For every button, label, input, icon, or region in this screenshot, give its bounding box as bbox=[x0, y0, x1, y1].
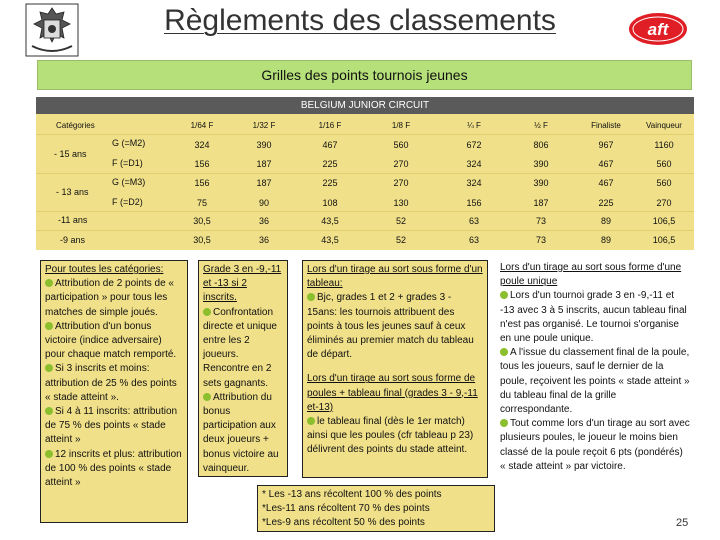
bullet-icon bbox=[203, 308, 211, 316]
table-cell: 187 bbox=[533, 198, 549, 208]
notes-box-draw bbox=[302, 260, 488, 478]
column-header: ½ F bbox=[534, 121, 548, 130]
table-cell: 43,5 bbox=[321, 235, 339, 245]
table-cell: 270 bbox=[393, 159, 409, 169]
table-cell: 467 bbox=[322, 140, 338, 150]
page-number: 25 bbox=[676, 517, 689, 529]
box2-item: Confrontation directe et unique entre les 2 joueurs. Rencontre en 2 sets gagnants. bbox=[203, 306, 277, 389]
bullet-icon bbox=[45, 450, 53, 458]
table-cell: 225 bbox=[598, 198, 614, 208]
bullet-icon bbox=[500, 348, 508, 356]
box5-item: A l'issue du classement final de la poule, tous les joueurs, sauf le dernier de la poule, reçoivent les points « stade atteint » du tableau final de la grille correspondante. bbox=[500, 347, 690, 416]
subcategory-label: G (=M3) bbox=[112, 177, 146, 187]
table-cell: 130 bbox=[393, 198, 409, 208]
table-cell: 73 bbox=[535, 216, 546, 226]
table-cell: 324 bbox=[466, 178, 482, 188]
table-cell: 390 bbox=[533, 159, 549, 169]
table-cell: 467 bbox=[598, 178, 614, 188]
percentage-line: *Les-9 ans récoltent 50 % des points bbox=[262, 517, 425, 528]
category-label-13: - 13 ans bbox=[56, 187, 89, 197]
table-cell: 36 bbox=[258, 235, 269, 245]
table-cell: 63 bbox=[468, 235, 479, 245]
column-header: Vainqueur bbox=[646, 121, 682, 130]
table-cell: 560 bbox=[393, 140, 409, 150]
table-cell: 75 bbox=[196, 198, 207, 208]
table-cell: 43,5 bbox=[321, 216, 339, 226]
bullet-icon bbox=[45, 364, 53, 372]
box1-title: Pour toutes les catégories: bbox=[45, 264, 164, 275]
notes-box-all-categories bbox=[40, 260, 188, 523]
column-header: 1/16 F bbox=[318, 121, 342, 130]
subcategory-label: F (=D2) bbox=[112, 197, 143, 207]
box2-title: Grade 3 en -9,-11 et -13 si 2 inscrits. bbox=[203, 264, 282, 304]
notes-box-percentages bbox=[257, 485, 495, 532]
box1-item: Si 3 inscrits et moins: attribution de 25 % des points « stade atteint ». bbox=[45, 363, 177, 403]
column-header: 1/8 F bbox=[391, 121, 411, 130]
box5-title: Lors d'un tirage au sort sous forme d'une poule unique bbox=[500, 262, 682, 288]
column-header: ¼ F bbox=[467, 121, 481, 130]
category-label-15: - 15 ans bbox=[54, 149, 87, 159]
table-cell: 324 bbox=[194, 140, 210, 150]
table-cell: 467 bbox=[598, 159, 614, 169]
bullet-icon bbox=[203, 393, 211, 401]
table-cell: 156 bbox=[194, 159, 210, 169]
table-cell: 390 bbox=[256, 140, 272, 150]
category-header: Catégories bbox=[56, 121, 95, 130]
table-cell: 73 bbox=[535, 235, 546, 245]
bullet-icon bbox=[500, 291, 508, 299]
notes-box-grade3 bbox=[198, 260, 288, 477]
aft-logo-text: aft bbox=[647, 20, 669, 39]
table-cell: 560 bbox=[656, 159, 672, 169]
grid-title: Grilles des points tournois jeunes bbox=[37, 60, 692, 90]
table-cell: 967 bbox=[598, 140, 614, 150]
table-cell: 89 bbox=[600, 216, 611, 226]
bullet-icon bbox=[307, 293, 315, 301]
table-cell: 187 bbox=[256, 159, 272, 169]
bullet-icon bbox=[45, 322, 53, 330]
subcategory-label: F (=D1) bbox=[112, 158, 143, 168]
box5-item: Lors d'un tournoi grade 3 en -9,-11 et -13 avec 3 à 5 inscrits, aucun tableau final n'est pas organisé. Le tournoi s'organise en une poule unique. bbox=[500, 290, 687, 345]
box1-item: Attribution de 2 points de « participation » pour tous les matches de simple joués. bbox=[45, 278, 174, 318]
box3-title2: Lors d'un tirage au sort sous forme de poules + tableau final (grades 3 - 9,-11 et-13) bbox=[307, 373, 478, 413]
percentage-line: * Les -13 ans récoltent 100 % des points bbox=[262, 489, 442, 500]
table-cell: 1160 bbox=[654, 140, 674, 150]
category-label-9: -9 ans bbox=[60, 235, 86, 245]
bullet-icon bbox=[307, 417, 315, 425]
table-cell: 36 bbox=[258, 216, 269, 226]
table-cell: 89 bbox=[600, 235, 611, 245]
table-cell: 390 bbox=[533, 178, 549, 188]
table-cell: 270 bbox=[656, 198, 672, 208]
column-header: 1/32 F bbox=[252, 121, 276, 130]
table-cell: 324 bbox=[466, 159, 482, 169]
table-cell: 156 bbox=[194, 178, 210, 188]
table-cell: 270 bbox=[393, 178, 409, 188]
box2-item: Attribution du bonus participation aux deux joueurs + bonus victoire au vainqueur. bbox=[203, 391, 279, 474]
table-cell: 560 bbox=[656, 178, 672, 188]
table-cell: 52 bbox=[395, 216, 406, 226]
subcategory-label: G (=M2) bbox=[112, 138, 146, 148]
column-header: 1/64 F bbox=[190, 121, 214, 130]
category-label-11: -11 ans bbox=[58, 215, 88, 225]
column-header: Finaliste bbox=[591, 121, 621, 130]
box1-item: Si 4 à 11 inscrits: attribution de 75 % des points « stade atteint » bbox=[45, 406, 178, 446]
page-title: Règlements des classements bbox=[164, 4, 556, 37]
box1-item: Attribution d'un bonus victoire (indice adversaire) pour chaque match remporté. bbox=[45, 320, 177, 361]
table-cell: 52 bbox=[395, 235, 406, 245]
percentage-line: *Les-11 ans récoltent 70 % des points bbox=[262, 503, 430, 514]
notes-single-pool bbox=[500, 261, 690, 474]
table-cell: 156 bbox=[466, 198, 482, 208]
table-cell: 225 bbox=[322, 159, 338, 169]
table-cell: 672 bbox=[466, 140, 482, 150]
table-cell: 225 bbox=[322, 178, 338, 188]
box3-item: Bjc, grades 1 et 2 + grades 3 - 15ans: les tournois attribuent des points à tous les jeunes sauf à ceux éliminés au premier match du tableau de départ. bbox=[307, 292, 474, 361]
bullet-icon bbox=[500, 419, 508, 427]
box3-title1: Lors d'un tirage au sort sous forme d'un tableau: bbox=[307, 264, 483, 290]
table-cell: 90 bbox=[258, 198, 269, 208]
bullet-icon bbox=[45, 407, 53, 415]
box3-item: le tableau final (dès le 1er match) ainsi que les poules (cfr tableau p 23) délivrent des points du stade atteint. bbox=[307, 416, 474, 456]
box5-item: Tout comme lors d'un tirage au sort avec plusieurs poules, le joueur le moins bien classé de la poule reçoit 6 pts (pondérés) « stade atteint » par victoire. bbox=[500, 418, 690, 472]
circuit-header: BELGIUM JUNIOR CIRCUIT bbox=[36, 97, 694, 114]
table-cell: 806 bbox=[533, 140, 549, 150]
bullet-icon bbox=[45, 279, 53, 287]
table-cell: 106,5 bbox=[652, 216, 676, 226]
crest-logo bbox=[24, 2, 80, 58]
table-cell: 63 bbox=[468, 216, 479, 226]
table-cell: 187 bbox=[256, 178, 272, 188]
table-cell: 108 bbox=[322, 198, 338, 208]
table-cell: 30,5 bbox=[193, 216, 211, 226]
table-cell: 30,5 bbox=[193, 235, 211, 245]
aft-logo bbox=[628, 12, 688, 46]
table-cell: 106,5 bbox=[652, 235, 676, 245]
box1-item: 12 inscrits et plus: attribution de 100 % des points « stade atteint » bbox=[45, 448, 182, 489]
